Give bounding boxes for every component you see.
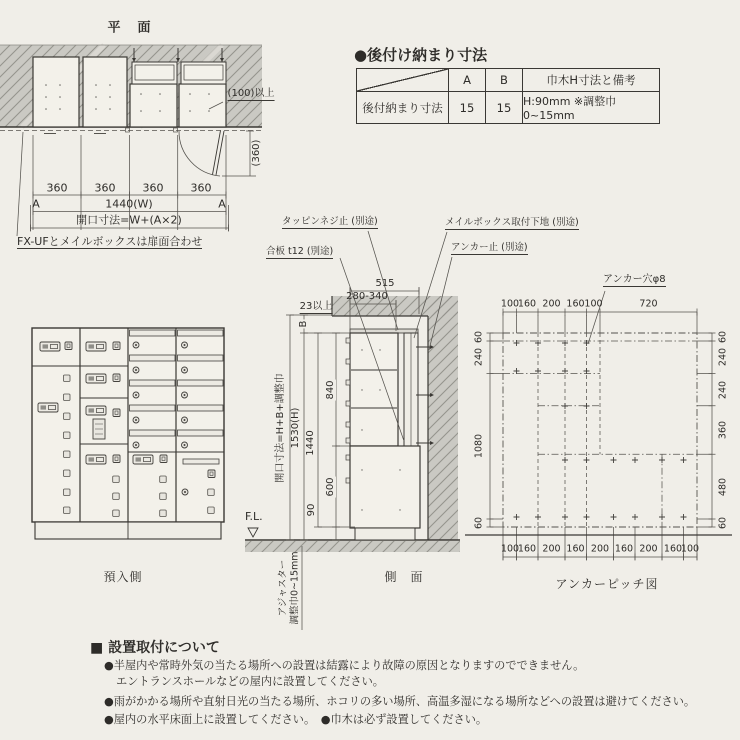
plan-door-depth-dim: (360): [251, 139, 262, 167]
side-dim-515: 515: [375, 278, 395, 289]
fit-table-row-label: 後付納まり寸法: [357, 91, 448, 123]
fit-table-value-a: 15: [448, 91, 485, 123]
side-label-mailbox-substrate: メイルボックス取付下地 (別途): [445, 217, 579, 228]
plan-opening-formula: 開口寸法=W+(A×2): [76, 213, 182, 227]
anchor-right-dim-2: 240: [717, 380, 729, 399]
anchor-left-dim-3: 60: [473, 516, 485, 530]
plan-flush-note: FX-UFとメイルボックスは扉面合わせ: [17, 235, 203, 248]
anchor-top-dim-5: 720: [639, 298, 658, 310]
anchor-bottom-dim-0: 100: [500, 543, 520, 555]
anchor-bottom-dim-5: 160: [614, 543, 634, 555]
note-item-3: ●屋内の水平床面上に設置してください。 ●巾木は必ず設置してください。: [104, 713, 488, 726]
side-dim-1530: 1530(H): [290, 407, 301, 449]
anchor-left-dim-0: 60: [473, 330, 485, 344]
side-adjuster-label: [278, 551, 303, 624]
fit-table-header-a: A: [448, 69, 485, 91]
plan-dim-total: 1440(W): [105, 197, 153, 211]
fit-table: [356, 68, 660, 124]
elevation-drawing: [32, 328, 224, 539]
plan-dim-a-left: A: [32, 197, 40, 211]
plan-clearance-dim: (100)以上: [227, 88, 275, 99]
note-item-2: ●雨がかかる場所や直射日光の当たる場所、ホコリの多い場所、高温多湿になる場所などへの設置は避けてください。: [104, 695, 696, 708]
side-label-anchor-stop: アンカー止 (別途): [451, 242, 528, 253]
fit-table-value-remark: H:90mm ※調整巾0~15mm: [522, 91, 659, 123]
anchor-caption: アンカーピッチ図: [555, 577, 659, 591]
anchor-right-dim-3: 360: [717, 420, 729, 440]
plan-dim-a-right: A: [218, 197, 226, 211]
side-dim-b: B: [298, 320, 309, 328]
side-label-tapping-screw: タッピンネジ止 (別途): [282, 216, 378, 227]
anchor-right-dim-5: 60: [717, 516, 729, 530]
anchor-bottom-dim-6: 200: [639, 543, 658, 555]
anchor-hole-label: アンカー穴φ8: [603, 274, 666, 285]
plan-dim-360-4: 360: [190, 181, 212, 195]
anchor-bottom-dim-7: 160: [663, 543, 683, 555]
anchor-right-dim-0: 60: [717, 330, 729, 344]
note-item-1: ●半屋内や常時外気の当たる場所への設置は結露により故障の原因となりますのでできません。: [104, 659, 585, 672]
side-dim-1440: 1440: [305, 430, 316, 456]
anchor-right-dim-1: 240: [717, 347, 729, 367]
anchor-bottom-dim-2: 200: [542, 543, 561, 555]
anchor-left-dim-1: 240: [473, 347, 485, 367]
anchor-bottom-dim-4: 200: [590, 543, 610, 555]
anchor-bottom-dim-1: 160: [517, 543, 537, 555]
anchor-top-dim-3: 160: [566, 298, 585, 310]
side-caption: 側 面: [384, 570, 424, 584]
notes-title: ■ 設置取付について: [90, 640, 220, 656]
side-adjuster-line2: 調整巾0~15mm: [290, 551, 301, 625]
side-fl-label: F.L.: [245, 510, 263, 523]
anchor-top-dim-1: 160: [517, 298, 537, 310]
side-dim-840: 840: [325, 380, 336, 400]
plan-dim-360-2: 360: [94, 181, 116, 195]
side-label-plywood: 合板 t12 (別途): [266, 246, 334, 257]
plan-dim-360-3: 360: [142, 181, 164, 195]
side-dim-600: 600: [325, 477, 336, 497]
anchor-bottom-dim-3: 160: [566, 543, 585, 555]
side-dim-23min: 23以上: [299, 301, 333, 312]
fit-table-value-b: 15: [485, 91, 522, 123]
fit-table-title: ●後付け納まり寸法: [354, 46, 488, 64]
elevation-caption: 預入側: [103, 570, 143, 584]
side-dim-90: 90: [306, 503, 317, 517]
anchor-bottom-dim-8: 100: [680, 543, 700, 555]
anchor-right-dim-4: 480: [717, 477, 729, 496]
anchor-left-dim-2: 1080: [473, 433, 485, 459]
anchor-top-dim-2: 200: [542, 298, 561, 310]
side-adjuster-line1: アジャスター: [277, 559, 289, 617]
fit-table-header-remark: 巾木H寸法と備考: [522, 69, 659, 91]
side-dim-280-340: 280-340: [346, 291, 388, 302]
plan-dim-360-1: 360: [46, 181, 68, 195]
anchor-top-dim-0: 100: [500, 298, 520, 310]
side-dim-opening: 開口寸法=H+B+調整巾: [275, 373, 286, 483]
note-item-1-continued: エントランスホールなどの屋内に設置してください。: [116, 675, 384, 688]
plan-title: 平 面: [107, 20, 153, 36]
fit-table-header-b: B: [485, 69, 522, 91]
anchor-top-dim-4: 100: [584, 298, 603, 310]
anchor-pitch-drawing: [465, 291, 732, 561]
fit-table-corner-cell: [357, 69, 448, 91]
